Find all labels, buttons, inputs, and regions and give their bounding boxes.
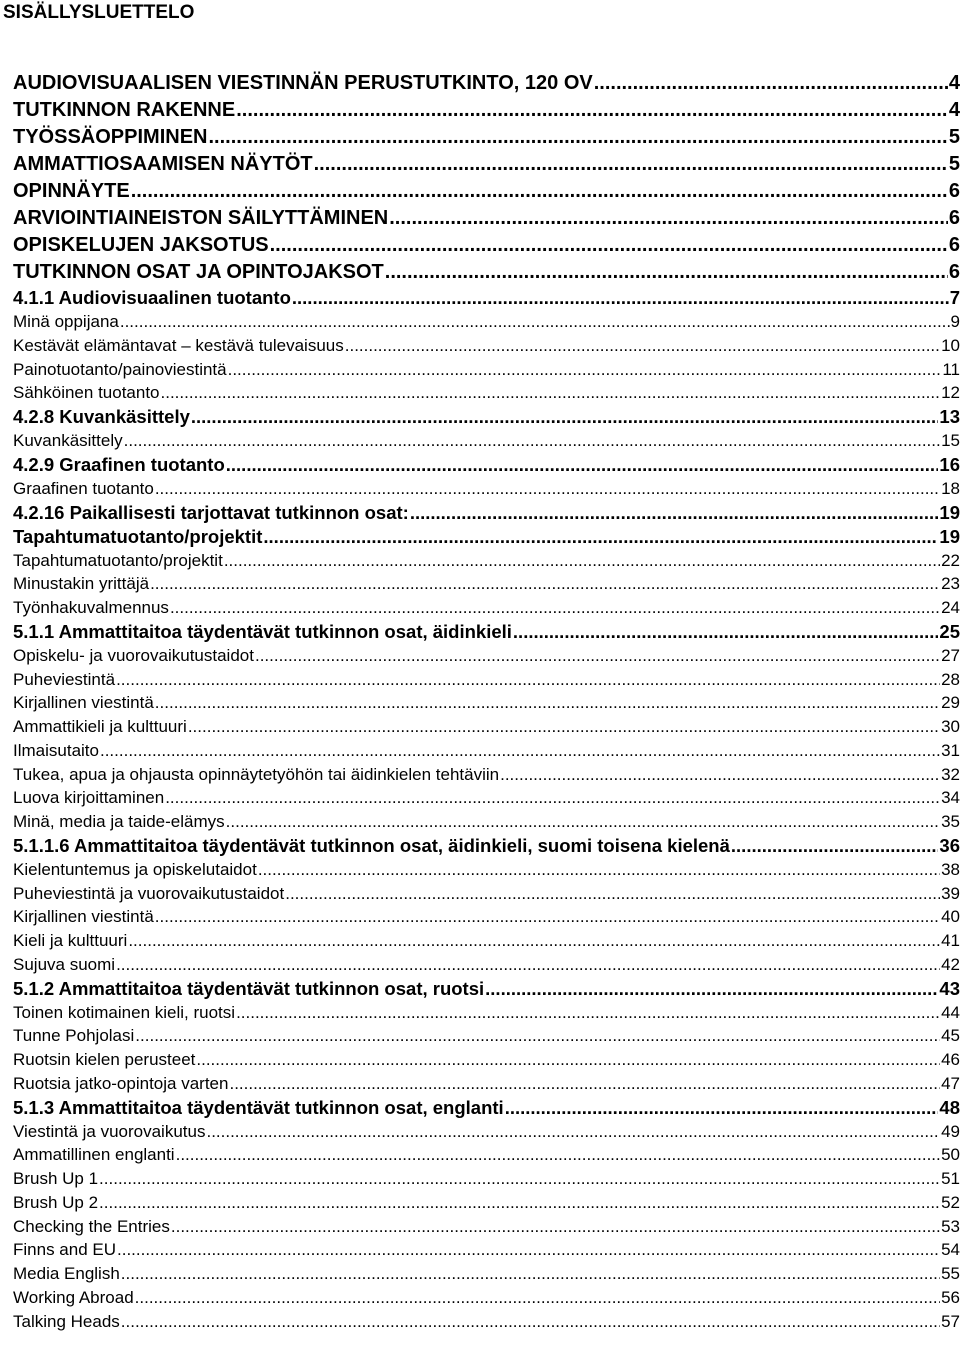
toc-dot-leader — [224, 549, 940, 573]
toc-entry[interactable] — [13, 1048, 960, 1072]
toc-entry-page-number: 18 — [941, 478, 960, 498]
toc-entry-page-number: 47 — [941, 1073, 960, 1093]
toc-dot-leader — [155, 691, 940, 715]
toc-entry[interactable] — [13, 1167, 960, 1191]
toc-entry[interactable] — [13, 1238, 960, 1262]
toc-entry-title: Kestävät elämäntavat – kestävä tulevaisuus — [13, 335, 344, 355]
toc-entry-title: OPISKELUJEN JAKSOTUS — [13, 234, 269, 256]
toc-entry-page-number: 55 — [941, 1264, 960, 1283]
toc-entry-title: Luova kirjoittaminen — [13, 788, 165, 808]
toc-entry[interactable] — [13, 259, 960, 286]
toc-entry[interactable] — [13, 572, 960, 596]
toc-entry-title: Ammattikieli ja kulttuuri — [13, 717, 187, 736]
toc-entry-title: Minustakin yrittäjä — [13, 574, 150, 594]
toc-entry-title: Kuvankäsittely — [13, 431, 123, 450]
toc-entry-page-number: 15 — [941, 431, 960, 450]
toc-entry[interactable] — [13, 1286, 960, 1310]
toc-entry-page-number: 10 — [941, 335, 960, 355]
toc-entry-title: 5.1.1.6 Ammattitaitoa täydentävät tutkinnon osat, äidinkieli, suomi toisena kielenä — [13, 834, 730, 856]
toc-entry[interactable] — [13, 739, 960, 763]
toc-dot-leader — [314, 151, 948, 178]
toc-entry[interactable] — [13, 97, 960, 124]
toc-entry-page-number: 25 — [939, 620, 960, 642]
toc-entry-title: 4.2.16 Paikallisesti tarjottavat tutkinnon osat: — [13, 501, 409, 523]
toc-entry-page-number: 50 — [941, 1145, 960, 1165]
toc-entry-title: Working Abroad — [13, 1287, 134, 1307]
page-title: SISÄLLYSLUETTELO — [3, 2, 195, 23]
toc-entry-title: ARVIOINTIAINEISTON SÄILYTTÄMINEN — [13, 207, 389, 229]
toc-entry-page-number: 23 — [941, 574, 960, 594]
toc-dot-leader — [505, 1096, 939, 1120]
toc-entry-page-number: 32 — [941, 764, 960, 784]
toc-entry-title: 4.2.9 Graafinen tuotanto — [13, 453, 225, 475]
toc-dot-leader — [229, 1072, 940, 1096]
toc-dot-leader — [731, 834, 939, 858]
toc-entry-page-number: 4 — [948, 99, 960, 121]
toc-entry[interactable] — [13, 668, 960, 692]
toc-entry[interactable] — [13, 786, 960, 810]
toc-entry[interactable] — [13, 1024, 960, 1048]
toc-entry[interactable] — [13, 1262, 960, 1286]
toc-entry-page-number: 35 — [941, 812, 960, 831]
toc-entry[interactable] — [13, 1096, 960, 1120]
toc-entry[interactable] — [13, 205, 960, 232]
toc-entry-title: Ilmaisutaito — [13, 740, 99, 760]
toc-dot-leader — [188, 715, 940, 739]
toc-entry-title: Graafinen tuotanto — [13, 478, 154, 498]
toc-entry-title: Brush Up 1 — [13, 1169, 99, 1188]
toc-entry[interactable] — [13, 644, 960, 668]
toc-entry[interactable] — [13, 310, 960, 334]
toc-dot-leader — [196, 1048, 940, 1072]
toc-dot-leader — [263, 525, 938, 549]
toc-dot-leader — [270, 232, 948, 259]
toc-entry[interactable] — [13, 1310, 960, 1334]
toc-dot-leader — [116, 953, 940, 977]
toc-dot-leader — [121, 1262, 940, 1286]
toc-dot-leader — [236, 1001, 940, 1025]
toc-entry[interactable] — [13, 381, 960, 405]
toc-entry-page-number: 6 — [948, 261, 960, 283]
toc-entry[interactable] — [13, 1215, 960, 1239]
toc-entry-title: Sähköinen tuotanto — [13, 383, 160, 403]
toc-entry-title: OPINNÄYTE — [13, 180, 130, 202]
toc-dot-leader — [128, 929, 940, 953]
toc-dot-leader — [165, 786, 940, 810]
toc-entry[interactable] — [13, 501, 960, 525]
toc-entry-title: 5.1.1 Ammattitaitoa täydentävät tutkinnon osat, äidinkieli — [13, 620, 512, 642]
toc-entry-page-number: 36 — [939, 834, 960, 856]
toc-dot-leader — [171, 1215, 940, 1239]
toc-entry-title: Kirjallinen viestintä — [13, 693, 154, 713]
toc-entry-title: Tukea, apua ja ohjausta opinnäytetyöhön tai äidinkielen tehtäviin — [13, 764, 500, 784]
toc-entry[interactable] — [13, 620, 960, 644]
toc-entry-page-number: 41 — [941, 931, 960, 950]
toc-entry[interactable] — [13, 858, 960, 882]
toc-entry-title: Ruotsin kielen perusteet — [13, 1050, 196, 1069]
toc-entry-title: Kielentuntemus ja opiskelutaidot — [13, 859, 257, 879]
toc-entry-title: TUTKINNON RAKENNE — [13, 99, 236, 121]
toc-dot-leader — [410, 501, 939, 525]
toc-entry-title: Puheviestintä ja vuorovaikutustaidot — [13, 883, 285, 903]
toc-entry-page-number: 53 — [941, 1216, 960, 1236]
toc-dot-leader — [131, 178, 948, 205]
toc-entry-title: TUTKINNON OSAT JA OPINTOJAKSOT — [13, 261, 384, 283]
toc-entry-page-number: 44 — [941, 1002, 960, 1022]
toc-entry-page-number: 4 — [948, 72, 960, 94]
toc-entry[interactable] — [13, 232, 960, 259]
toc-entry-page-number: 40 — [941, 907, 960, 927]
toc-entry-page-number: 5 — [948, 153, 960, 175]
toc-entry-title: Tunne Pohjolasi — [13, 1026, 135, 1046]
toc-entry-page-number: 9 — [950, 312, 960, 331]
toc-dot-leader — [258, 858, 940, 882]
toc-entry-page-number: 7 — [949, 287, 960, 308]
toc-entry[interactable] — [13, 1191, 960, 1215]
toc-entry-page-number: 19 — [939, 525, 960, 547]
toc-entry-title: TYÖSSÄOPPIMINEN — [13, 126, 208, 148]
toc-entry[interactable] — [13, 1001, 960, 1025]
toc-entry-page-number: 6 — [948, 234, 960, 256]
toc-entry-title: AMMATTIOSAAMISEN NÄYTÖT — [13, 153, 313, 175]
toc-entry[interactable] — [13, 151, 960, 178]
toc-dot-leader — [116, 668, 940, 692]
toc-entry-page-number: 38 — [941, 859, 960, 879]
toc-entry-title: AUDIOVISUAALISEN VIESTINNÄN PERUSTUTKINTO, 120 OV — [13, 72, 593, 94]
toc-entry-page-number: 5 — [948, 126, 960, 148]
toc-dot-leader — [155, 477, 940, 501]
toc-dot-leader — [255, 644, 940, 668]
toc-entry-page-number: 29 — [941, 693, 960, 713]
toc-entry-page-number: 34 — [941, 788, 960, 808]
toc-entry[interactable] — [13, 178, 960, 205]
toc-entry[interactable] — [13, 905, 960, 929]
toc-entry-title: Finns and EU — [13, 1240, 116, 1260]
toc-dot-leader — [285, 882, 940, 906]
toc-dot-leader — [176, 1143, 940, 1167]
toc-dot-leader — [485, 977, 938, 1001]
toc-entry-title: 4.2.8 Kuvankäsittely — [13, 406, 190, 427]
toc-entry-page-number: 48 — [939, 1096, 960, 1118]
toc-dot-leader — [117, 1238, 940, 1262]
toc-entry-page-number: 12 — [941, 383, 960, 403]
toc-entry[interactable] — [13, 429, 960, 453]
toc-entry-title: Työnhakuvalmennus — [13, 598, 169, 617]
toc-entry-page-number: 43 — [939, 977, 960, 999]
toc-entry[interactable] — [13, 477, 960, 501]
toc-entry-title: Tapahtumatuotanto/projektit — [13, 550, 223, 570]
toc-entry-page-number: 45 — [941, 1026, 960, 1046]
toc-entry[interactable] — [13, 763, 960, 787]
toc-dot-leader — [100, 739, 940, 763]
toc-entry-title: Opiskelu- ja vuorovaikutustaidot — [13, 645, 254, 665]
toc-entry[interactable] — [13, 596, 960, 620]
toc-dot-leader — [155, 905, 940, 929]
toc-dot-leader — [191, 405, 939, 429]
toc-entry[interactable] — [13, 549, 960, 573]
toc-entry[interactable] — [13, 358, 960, 382]
toc-entry-page-number: 42 — [941, 954, 960, 974]
toc-dot-leader — [161, 381, 941, 405]
toc-dot-leader — [99, 1191, 940, 1215]
toc-dot-leader — [170, 596, 940, 620]
toc-entry-page-number: 51 — [941, 1169, 960, 1188]
toc-entry[interactable] — [13, 124, 960, 151]
toc-entry[interactable] — [13, 334, 960, 358]
toc-dot-leader — [385, 259, 948, 286]
toc-entry[interactable] — [13, 882, 960, 906]
toc-entry[interactable] — [13, 70, 960, 97]
toc-entry-title: Viestintä ja vuorovaikutus — [13, 1121, 206, 1141]
toc-dot-leader — [206, 1120, 940, 1144]
toc-entry-title: Checking the Entries — [13, 1216, 170, 1236]
toc-entry-title: Media English — [13, 1264, 120, 1283]
toc-entry-title: Painotuotanto/painoviestintä — [13, 359, 227, 379]
toc-entry[interactable] — [13, 453, 960, 477]
toc-entry-page-number: 54 — [941, 1240, 960, 1260]
toc-entry[interactable] — [13, 715, 960, 739]
toc-dot-leader — [594, 70, 948, 97]
toc-dot-leader — [121, 1310, 940, 1334]
toc-entry-page-number: 6 — [948, 207, 960, 229]
toc-entry[interactable] — [13, 834, 960, 858]
toc-entry-page-number: 52 — [941, 1192, 960, 1212]
toc-entry[interactable] — [13, 929, 960, 953]
toc-dot-leader — [208, 124, 947, 151]
toc-entry-page-number: 24 — [941, 598, 960, 617]
toc-entry-title: 5.1.2 Ammattitaitoa täydentävät tutkinnon osat, ruotsi — [13, 977, 485, 999]
toc-entry-title: Ammatillinen englanti — [13, 1145, 175, 1165]
toc-entry-title: Sujuva suomi — [13, 954, 116, 974]
toc-entry[interactable] — [13, 286, 960, 310]
toc-entry[interactable] — [13, 977, 960, 1001]
toc-entry-page-number: 13 — [939, 406, 960, 427]
toc-dot-leader — [228, 358, 942, 382]
toc-entry-title: Brush Up 2 — [13, 1192, 99, 1212]
toc-dot-leader — [135, 1286, 940, 1310]
toc-entry-page-number: 39 — [941, 883, 960, 903]
toc-dot-leader — [150, 572, 940, 596]
toc-entry-title: Minä oppijana — [13, 312, 119, 331]
toc-entry-title: Talking Heads — [13, 1311, 120, 1331]
toc-entry-page-number: 56 — [941, 1287, 960, 1307]
toc-entry[interactable] — [13, 1072, 960, 1096]
toc-entry-title: Kirjallinen viestintä — [13, 907, 154, 927]
toc-entry-title: Minä, media ja taide-elämys — [13, 812, 225, 831]
toc-entry-title: 5.1.3 Ammattitaitoa täydentävät tutkinnon osat, englanti — [13, 1096, 504, 1118]
toc-entry[interactable] — [13, 953, 960, 977]
toc-entry-page-number: 6 — [948, 180, 960, 202]
toc-entry-page-number: 46 — [941, 1050, 960, 1069]
toc-dot-leader — [135, 1024, 940, 1048]
toc-entry-title: Tapahtumatuotanto/projektit — [13, 525, 263, 547]
toc-entry-page-number: 16 — [939, 453, 960, 475]
toc-entry-page-number: 27 — [941, 645, 960, 665]
toc-dot-leader — [236, 97, 948, 124]
toc-entry[interactable] — [13, 405, 960, 429]
toc-entry-page-number: 28 — [941, 669, 960, 689]
toc-entry[interactable] — [13, 1120, 960, 1144]
toc-dot-leader — [513, 620, 939, 644]
toc-entry-title: Puheviestintä — [13, 669, 116, 689]
toc-entry[interactable] — [13, 525, 960, 549]
toc-dot-leader — [124, 429, 940, 453]
toc-dot-leader — [99, 1167, 940, 1191]
toc-entry-page-number: 22 — [941, 550, 960, 570]
toc-entry-page-number: 30 — [941, 717, 960, 736]
toc-dot-leader — [226, 453, 939, 477]
toc-entry-page-number: 49 — [941, 1121, 960, 1141]
toc-dot-leader — [226, 810, 940, 834]
toc-dot-leader — [345, 334, 940, 358]
toc-entry-title: Kieli ja kulttuuri — [13, 931, 128, 950]
toc-entry[interactable] — [13, 810, 960, 834]
toc-entry-title: Toinen kotimainen kieli, ruotsi — [13, 1002, 236, 1022]
toc-entry[interactable] — [13, 691, 960, 715]
toc-entry-page-number: 31 — [941, 740, 960, 760]
toc-dot-leader — [120, 310, 950, 334]
toc-entry[interactable] — [13, 1143, 960, 1167]
toc-dot-leader — [292, 286, 949, 310]
toc-entry-title: 4.1.1 Audiovisuaalinen tuotanto — [13, 287, 291, 308]
toc-dot-leader — [500, 763, 940, 787]
toc-entry-title: Ruotsia jatko-opintoja varten — [13, 1073, 229, 1093]
toc-entry-page-number: 19 — [939, 501, 960, 523]
toc-entry-page-number: 57 — [941, 1311, 960, 1331]
toc-dot-leader — [389, 205, 948, 232]
table-of-contents — [13, 70, 960, 1333]
toc-entry-page-number: 11 — [942, 359, 960, 379]
